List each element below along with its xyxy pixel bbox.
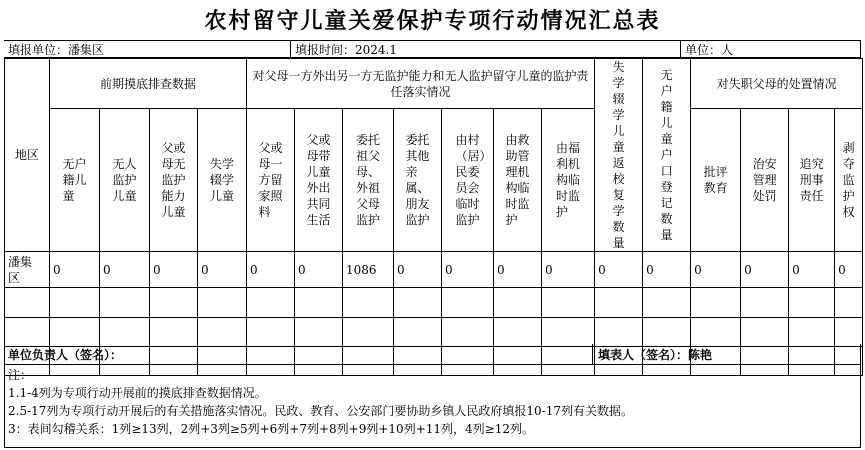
- subheader: 父或母带儿童外出共同生活: [295, 109, 343, 252]
- subheader: 委托祖父母、外祖父母监护: [343, 109, 394, 252]
- header-group-guardianship: 对父母一方外出另一方无监护能力和无人监护留守儿童的监护责任落实情况: [247, 59, 595, 109]
- cell-value: 0: [442, 252, 494, 288]
- cell-value: 0: [394, 252, 442, 288]
- subheader: 由救助管理机构临时监护: [494, 109, 542, 252]
- subheader: 由村（居）民委员会临时监护: [442, 109, 494, 252]
- subheader: 失学辍学儿童: [198, 109, 247, 252]
- note-line: 2.5-17列为专项行动开展后的有关措施落实情况。民政、教育、公安部门要协助乡镇人民政府填报10-17列有关数据。: [8, 404, 634, 418]
- filing-time: 填报时间：2024.1: [290, 40, 680, 58]
- note-line: 3：表间勾稽关系：1列≥13列，2列+3列≥5列+6列+7列+8列+9列+10列+11列，4列≥12列。: [8, 422, 534, 436]
- subheader: 由福利机构临时监护: [542, 109, 595, 252]
- header-group-parent-handling: 对失职父母的处置情况: [691, 59, 863, 109]
- cell-value: 0: [691, 252, 741, 288]
- table-row: [5, 252, 863, 288]
- subheader: 父或母无监护能力儿童: [150, 109, 198, 252]
- cell-value: 0: [494, 252, 542, 288]
- cell-value: 0: [835, 252, 863, 288]
- subheader: 无人监护儿童: [100, 109, 150, 252]
- header-hukou-register: 无户籍儿童户口登记数量: [643, 59, 691, 252]
- cell-value: 0: [643, 252, 691, 288]
- cell-value: 0: [198, 252, 247, 288]
- cell-value: 0: [100, 252, 150, 288]
- filler-signature: 填表人（签名）：陈艳: [598, 348, 713, 362]
- cell-value: 0: [789, 252, 835, 288]
- unit-of-measure: 单位：人: [680, 40, 861, 58]
- cell-region: 潘集区: [5, 252, 50, 288]
- subheader: 无户籍儿童: [50, 109, 100, 252]
- cell-value: 0: [542, 252, 595, 288]
- subheader: 剥夺监护权: [835, 109, 863, 252]
- cell-value: 0: [295, 252, 343, 288]
- cell-value: 0: [150, 252, 198, 288]
- header-region: 地区: [5, 59, 50, 252]
- notes: [4, 366, 861, 438]
- subheader: 批评教育: [691, 109, 741, 252]
- cell-value: 0: [595, 252, 643, 288]
- header-group-prior-survey: 前期摸底排查数据: [50, 59, 247, 109]
- signature-divider: [4, 364, 861, 365]
- filing-unit: 填报单位：潘集区: [4, 40, 290, 58]
- subheader: 追究刑事责任: [789, 109, 835, 252]
- report-title: 农村留守儿童关爱保护专项行动情况汇总表: [204, 8, 661, 34]
- summary-table: [4, 58, 863, 376]
- signature-separator: [592, 344, 593, 364]
- table-row: [5, 318, 863, 347]
- note-line: 1.1-4列为专项行动开展前的摸底排查数据情况。: [8, 386, 267, 400]
- table-row: [5, 288, 863, 318]
- leader-signature: 单位负责人（签名）：: [8, 348, 123, 362]
- cell-value: 1086: [343, 252, 394, 288]
- header-dropout-return: 失学辍学儿童返校复学数量: [595, 59, 643, 252]
- subheader: 治安管理处罚: [741, 109, 789, 252]
- cell-value: 0: [741, 252, 789, 288]
- note-line: 注：: [8, 368, 33, 382]
- cell-value: 0: [247, 252, 295, 288]
- cell-value: 0: [50, 252, 100, 288]
- subheader: 父或母一方留家照料: [247, 109, 295, 252]
- subheader: 委托其他亲属、朋友监护: [394, 109, 442, 252]
